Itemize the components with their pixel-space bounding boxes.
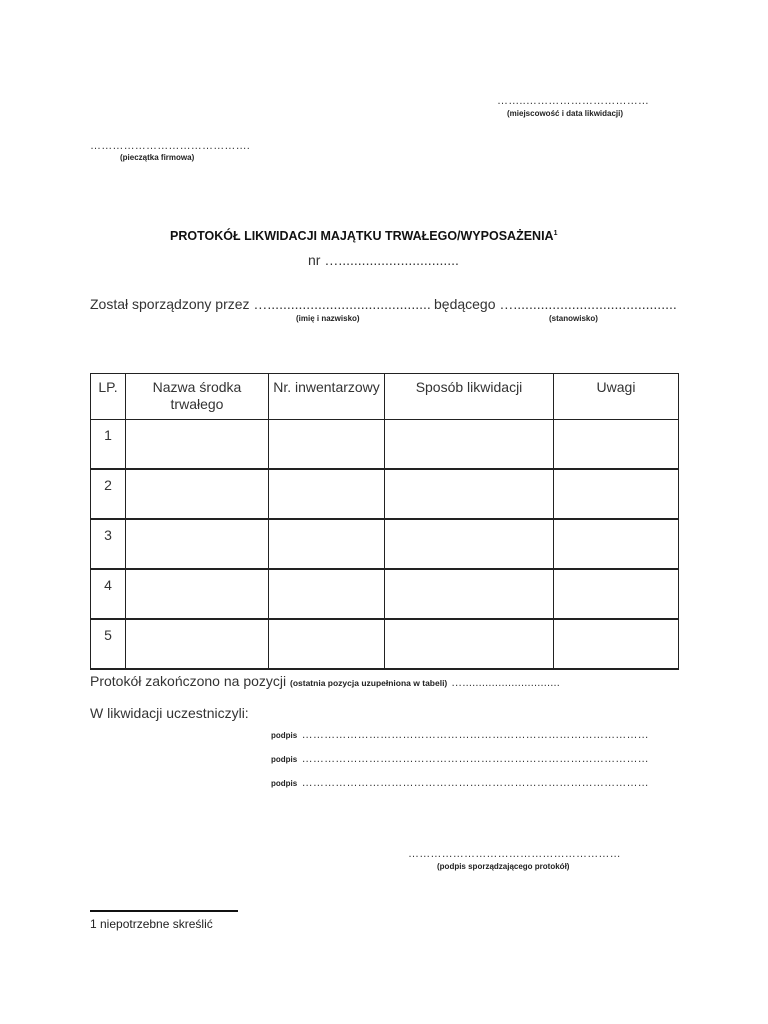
row-number: 1 (91, 420, 126, 470)
remarks-cell[interactable] (554, 569, 679, 619)
table-header-row (91, 374, 679, 420)
participants-label: W likwidacji uczestniczyli: (90, 705, 249, 721)
inventory-number-cell[interactable] (269, 569, 385, 619)
signature-label: podpis (271, 731, 298, 740)
header-asset-name: Nazwa środka trwałego (126, 374, 269, 420)
footnote-separator (90, 910, 238, 912)
asset-name-cell[interactable] (126, 469, 269, 519)
asset-name-cell[interactable] (126, 619, 269, 669)
footnote-ref: 1 (553, 229, 558, 237)
table-row (91, 619, 679, 669)
table-row (91, 469, 679, 519)
inventory-number-cell[interactable] (269, 420, 385, 470)
protocol-number: nr …............................... (308, 252, 459, 268)
asset-name-cell[interactable] (126, 420, 269, 470)
stamp-label: (pieczątka firmowa) (120, 153, 195, 162)
row-number: 5 (91, 619, 126, 669)
stamp-dots: ……………………………………. (90, 140, 251, 152)
liquidation-method-cell[interactable] (385, 519, 554, 569)
ended-line (90, 673, 560, 689)
signature-dots: ………………………………………………………………………………… (301, 753, 649, 765)
remarks-cell[interactable] (554, 519, 679, 569)
ended-note: (ostatnia pozycja uzupełniona w tabeli) (290, 678, 448, 688)
name-label: (imię i nazwisko) (296, 314, 360, 323)
assets-table (90, 373, 679, 670)
remarks-cell[interactable] (554, 469, 679, 519)
table-row (91, 569, 679, 619)
liquidation-method-cell[interactable] (385, 569, 554, 619)
signature-dots: ………………………………………………………………………………… (301, 777, 649, 789)
table-row (91, 420, 679, 470)
signature-dots: ………………………………………………………………………………… (301, 729, 649, 741)
ended-dots: ….............................. (451, 677, 561, 689)
place-date-dots: ……..…………………………… (497, 95, 650, 107)
position-label: (stanowisko) (549, 314, 598, 323)
document-title-text: PROTOKÓŁ LIKWIDACJI MAJĄTKU TRWAŁEGO/WYPOSAŻENIA (170, 229, 554, 243)
signature-line-3 (271, 773, 649, 791)
inventory-number-cell[interactable] (269, 519, 385, 569)
row-number: 2 (91, 469, 126, 519)
remarks-cell[interactable] (554, 420, 679, 470)
signature-line-2 (271, 749, 649, 767)
asset-name-cell[interactable] (126, 569, 269, 619)
liquidation-method-cell[interactable] (385, 619, 554, 669)
liquidation-method-cell[interactable] (385, 420, 554, 470)
header-lp: LP. (91, 374, 126, 420)
ended-text: Protokół zakończono na pozycji (90, 673, 287, 689)
document-title (170, 229, 557, 243)
inventory-number-cell[interactable] (269, 619, 385, 669)
author-signature-label: (podpis sporządzającego protokół) (437, 862, 570, 871)
remarks-cell[interactable] (554, 619, 679, 669)
table-row (91, 519, 679, 569)
header-remarks: Uwagi (554, 374, 679, 420)
header-liquidation-method: Sposób likwidacji (385, 374, 554, 420)
position-prefix: będącego ….......................................... (434, 296, 677, 312)
author-signature-dots: ………………………………………………… (408, 848, 621, 860)
liquidation-method-cell[interactable] (385, 469, 554, 519)
footnote-text: 1 niepotrzebne skreślić (90, 917, 213, 931)
asset-name-cell[interactable] (126, 519, 269, 569)
place-date-label: (miejscowość i data likwidacji) (507, 109, 624, 118)
row-number: 3 (91, 519, 126, 569)
header-inventory-number: Nr. inwentarzowy (269, 374, 385, 420)
prepared-by-prefix: Został sporządzony przez ….......................................... (90, 296, 431, 312)
inventory-number-cell[interactable] (269, 469, 385, 519)
row-number: 4 (91, 569, 126, 619)
signature-label: podpis (271, 755, 298, 764)
signature-label: podpis (271, 779, 298, 788)
signature-line-1 (271, 725, 649, 743)
